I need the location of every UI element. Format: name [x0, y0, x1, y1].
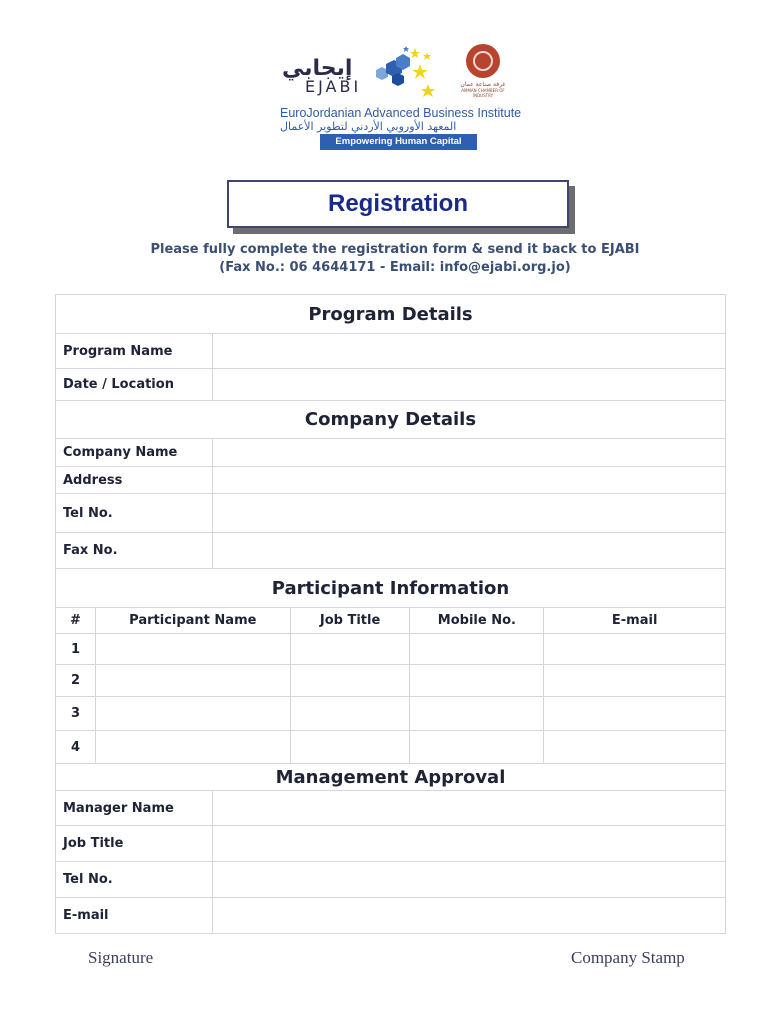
- page-title: Registration: [327, 190, 468, 217]
- participant-mobile-field[interactable]: [410, 665, 544, 697]
- column-header-number: #: [56, 608, 96, 634]
- column-header-mobile: Mobile No.: [410, 608, 544, 634]
- instructions-line-1: Please fully complete the registration form & send it back to EJABI: [150, 242, 640, 257]
- program-name-field[interactable]: [212, 334, 725, 369]
- participant-name-field[interactable]: [95, 665, 290, 697]
- company-stamp-label: Company Stamp: [571, 948, 685, 967]
- form-row-company-fax: [56, 533, 726, 569]
- participant-number: 3: [56, 697, 96, 731]
- form-row-manager-email: [56, 898, 726, 934]
- management-approval-heading: Management Approval: [56, 764, 726, 791]
- participant-row-1: [56, 634, 726, 665]
- participant-email-field[interactable]: [544, 665, 726, 697]
- manager-name-field[interactable]: [212, 791, 725, 826]
- participant-email-field[interactable]: [544, 697, 726, 731]
- participant-columns-row: [56, 608, 726, 634]
- participant-number: 2: [56, 665, 96, 697]
- participant-row-2: [56, 665, 726, 697]
- company-tel-field[interactable]: [212, 494, 725, 533]
- date-location-label: Date / Location: [56, 369, 213, 401]
- participant-row-4: [56, 731, 726, 764]
- company-details-header-row: [56, 401, 726, 439]
- participant-info-heading: Participant Information: [56, 569, 726, 608]
- address-label: Address: [56, 467, 213, 494]
- participant-job-title-field[interactable]: [290, 697, 410, 731]
- chamber-arabic-text: غرفة صناعة عمان: [460, 81, 506, 88]
- participant-job-title-field[interactable]: [290, 665, 410, 697]
- date-location-field[interactable]: [212, 369, 725, 401]
- participant-number: 4: [56, 731, 96, 764]
- manager-email-field[interactable]: [212, 898, 725, 934]
- participant-name-field[interactable]: [95, 731, 290, 764]
- form-row-program-name: [56, 334, 726, 369]
- company-tel-label: Tel No.: [56, 494, 213, 533]
- star-icon: [403, 46, 409, 52]
- form-row-manager-name: [56, 791, 726, 826]
- manager-job-title-field[interactable]: [212, 826, 725, 862]
- participant-info-header-row: [56, 569, 726, 608]
- institute-name-arabic: المعهد الأوروبي الأردني لتطوير الأعمال: [280, 120, 457, 133]
- manager-tel-field[interactable]: [212, 862, 725, 898]
- company-name-field[interactable]: [212, 439, 725, 467]
- form-row-manager-tel: [56, 862, 726, 898]
- header-logos: [280, 40, 520, 152]
- participant-name-field[interactable]: [95, 634, 290, 665]
- participant-mobile-field[interactable]: [410, 697, 544, 731]
- star-icon: [421, 84, 435, 97]
- participant-job-title-field[interactable]: [290, 634, 410, 665]
- company-fax-field[interactable]: [212, 533, 725, 569]
- manager-job-title-label: Job Title: [56, 826, 213, 862]
- column-header-participant-name: Participant Name: [95, 608, 290, 634]
- participant-job-title-field[interactable]: [290, 731, 410, 764]
- participant-email-field[interactable]: [544, 634, 726, 665]
- management-approval-header-row: [56, 764, 726, 791]
- registration-form-table: [55, 294, 726, 934]
- address-field[interactable]: [212, 467, 725, 494]
- form-row-date-location: [56, 369, 726, 401]
- registration-title-box: [227, 180, 569, 228]
- participant-mobile-field[interactable]: [410, 634, 544, 665]
- manager-tel-label: Tel No.: [56, 862, 213, 898]
- column-header-job-title: Job Title: [290, 608, 410, 634]
- star-icon: [412, 64, 428, 79]
- participant-email-field[interactable]: [544, 731, 726, 764]
- instructions-line-2: (Fax No.: 06 4644171 - Email: info@ejabi.org.jo): [219, 260, 571, 275]
- institute-name-english: EuroJordanian Advanced Business Institute: [280, 106, 522, 120]
- form-row-company-tel: [56, 494, 726, 533]
- star-icon: [423, 52, 431, 60]
- form-row-manager-job-title: [56, 826, 726, 862]
- logo-arabic-text: إيجابي: [282, 56, 353, 81]
- form-row-company-name: [56, 439, 726, 467]
- signature-label: Signature: [88, 948, 154, 967]
- chamber-english-text: AMMAN CHAMBER OF INDUSTRY: [461, 88, 505, 98]
- participant-name-field[interactable]: [95, 697, 290, 731]
- program-details-heading: Program Details: [56, 295, 726, 334]
- column-header-email: E-mail: [544, 608, 726, 634]
- program-name-label: Program Name: [56, 334, 213, 369]
- company-fax-label: Fax No.: [56, 533, 213, 569]
- tagline-banner: Empowering Human Capital: [320, 134, 477, 150]
- participant-row-3: [56, 697, 726, 731]
- chamber-seal-icon: [466, 44, 500, 78]
- program-details-header-row: [56, 295, 726, 334]
- participant-mobile-field[interactable]: [410, 731, 544, 764]
- star-icon: [410, 48, 420, 58]
- manager-name-label: Manager Name: [56, 791, 213, 826]
- logo-english-text: EJABI: [305, 77, 362, 96]
- instructions: [100, 241, 690, 277]
- company-details-heading: Company Details: [56, 401, 726, 439]
- company-name-label: Company Name: [56, 439, 213, 467]
- manager-email-label: E-mail: [56, 898, 213, 934]
- chamber-logo: [458, 44, 508, 100]
- form-row-address: [56, 467, 726, 494]
- participant-number: 1: [56, 634, 96, 665]
